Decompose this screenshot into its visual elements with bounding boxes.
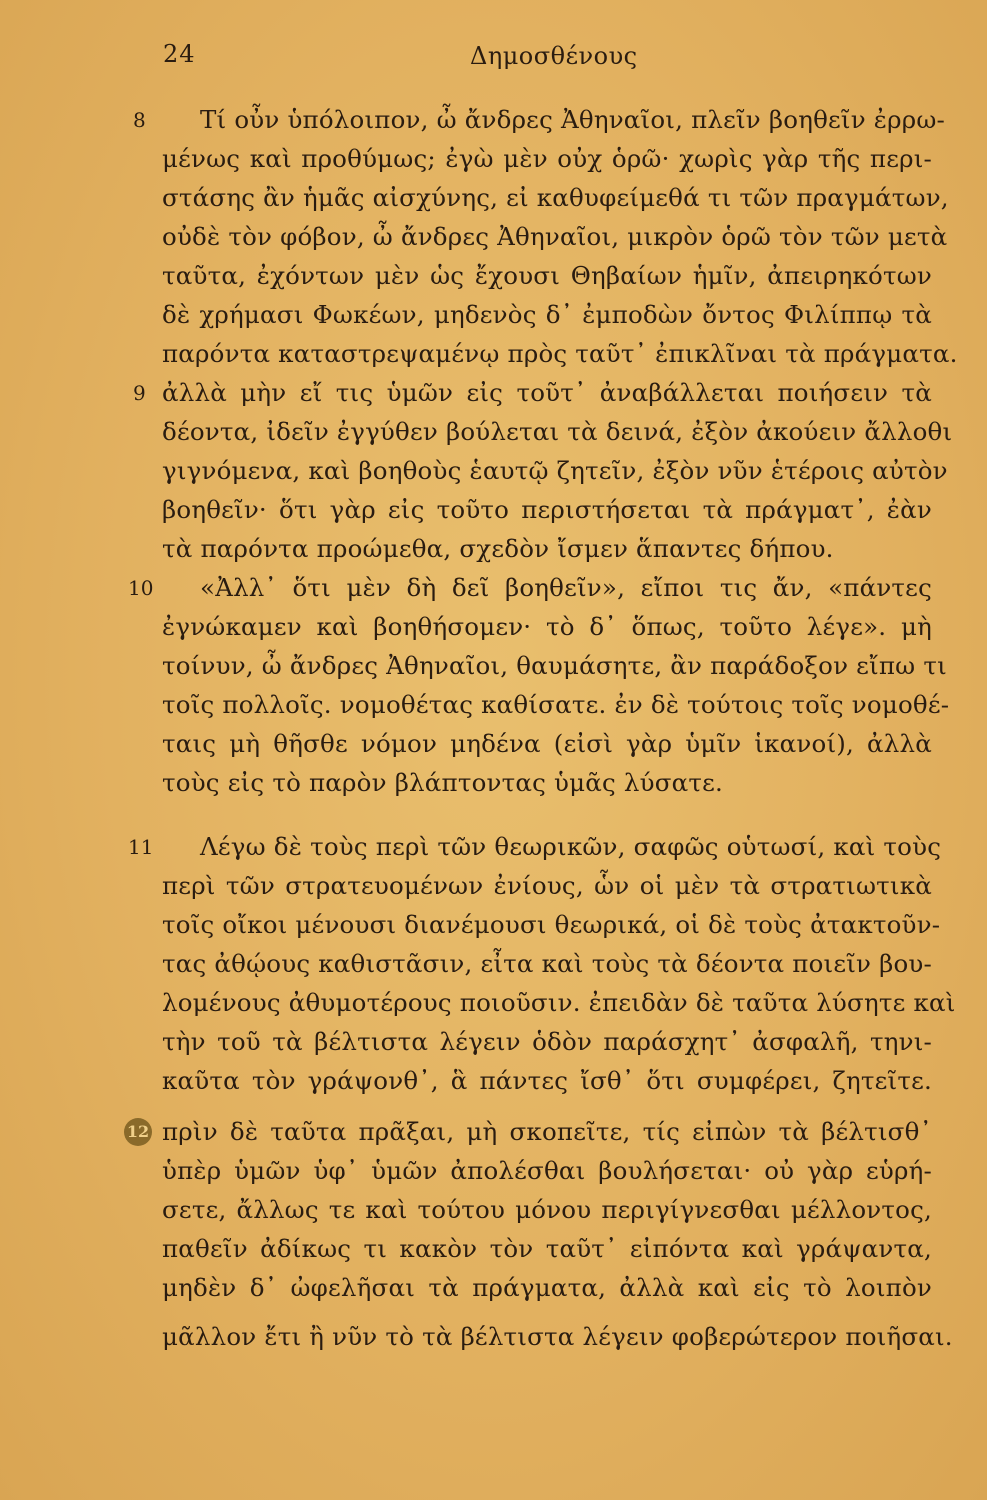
- text-line: γιγνόμενα, καὶ βοηθοὺς ἑαυτῷ ζητεῖν, ἐξὸν νῦν ἑτέροις αὐτὸν: [162, 456, 948, 485]
- text-line: τὴν τοῦ τὰ βέλτιστα λέγειν ὁδὸν παράσχητ᾽ ἀσφαλῆ, τηνι-: [162, 1027, 932, 1056]
- text-line: «Ἀλλ᾽ ὅτι μὲν δὴ δεῖ βοηθεῖν», εἴποι τις ἄν, «πάντες: [200, 573, 932, 602]
- text-line: ὑπὲρ ὑμῶν ὑφ᾽ ὑμῶν ἀπολέσθαι βουλήσεται· οὐ γὰρ εὑρή-: [162, 1156, 932, 1185]
- section-number: 9: [133, 381, 146, 405]
- text-line: περὶ τῶν στρατευομένων ἐνίους, ὧν οἱ μὲν τὰ στρατιωτικὰ: [162, 871, 932, 900]
- page-header: [0, 40, 987, 76]
- running-title: Δημοσθένους: [470, 42, 638, 70]
- text-line: δὲ χρήμασι Φωκέων, μηδενὸς δ᾽ ἐμποδὼν ὄντος Φιλίππῳ τὰ: [162, 300, 932, 329]
- text-line: τὰ παρόντα προώμεθα, σχεδὸν ἴσμεν ἅπαντες δήπου.: [162, 534, 834, 563]
- section-number: 11: [128, 835, 154, 859]
- text-line: λομένους ἀθυμοτέρους ποιοῦσιν. ἐπειδὰν δὲ ταῦτα λύσητε καὶ: [162, 988, 956, 1017]
- text-line: δέοντα, ἰδεῖν ἐγγύθεν βούλεται τὰ δεινά, ἐξὸν ἀκούειν ἄλλοθι: [162, 417, 953, 446]
- text-line: τοῖς οἴκοι μένουσι διανέμουσι θεωρικά, οἱ δὲ τοὺς ἀτακτοῦν-: [162, 910, 941, 939]
- text-line: παθεῖν ἀδίκως τι κακὸν τὸν ταῦτ᾽ εἰπόντα καὶ γράψαντα,: [162, 1234, 932, 1263]
- text-line: μηδὲν δ᾽ ὠφελῆσαι τὰ πράγματα, ἀλλὰ καὶ εἰς τὸ λοιπὸν: [162, 1273, 932, 1302]
- page-number: 24: [163, 40, 196, 68]
- text-line: μᾶλλον ἔτι ἢ νῦν τὸ τὰ βέλτιστα λέγειν φοβερώτερον ποιῆσαι.: [162, 1322, 953, 1351]
- text-line: Τί οὖν ὑπόλοιπον, ὦ ἄνδρες Ἀθηναῖοι, πλεῖν βοηθεῖν ἐρρω-: [200, 105, 946, 134]
- section-number: 10: [128, 576, 154, 600]
- text-line: Λέγω δὲ τοὺς περὶ τῶν θεωρικῶν, σαφῶς οὑτωσί, καὶ τοὺς: [200, 832, 942, 861]
- text-line: τοῖς πολλοῖς. νομοθέτας καθίσατε. ἐν δὲ τούτοις τοῖς νομοθέ-: [162, 690, 950, 719]
- section-number: 12: [124, 1118, 152, 1146]
- text-line: βοηθεῖν· ὅτι γὰρ εἰς τοῦτο περιστήσεται τὰ πράγματ᾽, ἐὰν: [162, 495, 932, 524]
- text-line: τας ἀθῴους καθιστᾶσιν, εἶτα καὶ τοὺς τὰ δέοντα ποιεῖν βου-: [162, 949, 932, 978]
- text-line: στάσης ἂν ἡμᾶς αἰσχύνης, εἰ καθυφείμεθά τι τῶν πραγμάτων,: [162, 183, 949, 212]
- text-line: τοίνυν, ὦ ἄνδρες Ἀθηναῖοι, θαυμάσητε, ἂν παράδοξον εἴπω τι: [162, 651, 947, 680]
- text-line: ταῦτα, ἐχόντων μὲν ὡς ἔχουσι Θηβαίων ἡμῖν, ἀπειρηκότων: [162, 261, 932, 290]
- text-line: ἐγνώκαμεν καὶ βοηθήσομεν· τὸ δ᾽ ὅπως, τοῦτο λέγε». μὴ: [162, 612, 932, 641]
- text-line: ἀλλὰ μὴν εἴ τις ὑμῶν εἰς τοῦτ᾽ ἀναβάλλεται ποιήσειν τὰ: [162, 378, 932, 407]
- text-line: παρόντα καταστρεψαμένῳ πρὸς ταῦτ᾽ ἐπικλῖναι τὰ πράγματα.: [162, 339, 958, 368]
- text-line: μένως καὶ προθύμως; ἐγὼ μὲν οὐχ ὁρῶ· χωρὶς γὰρ τῆς περι-: [162, 144, 932, 173]
- section-number: 8: [133, 108, 146, 132]
- text-line: οὐδὲ τὸν φόβον, ὦ ἄνδρες Ἀθηναῖοι, μικρὸν ὁρῶ τὸν τῶν μετὰ: [162, 222, 948, 251]
- text-line: ταις μὴ θῆσθε νόμον μηδένα (εἰσὶ γὰρ ὑμῖν ἱκανοί), ἀλλὰ: [162, 729, 932, 758]
- text-line: τοὺς εἰς τὸ παρὸν βλάπτοντας ὑμᾶς λύσατε.: [162, 768, 724, 797]
- text-line: πρὶν δὲ ταῦτα πρᾶξαι, μὴ σκοπεῖτε, τίς εἰπὼν τὰ βέλτισθ᾽: [162, 1117, 932, 1146]
- text-line: σετε, ἄλλως τε καὶ τούτου μόνου περιγίγνεσθαι μέλλοντος,: [162, 1195, 932, 1224]
- text-line: καῦτα τὸν γράψονθ᾽, ἃ πάντες ἴσθ᾽ ὅτι συμφέρει, ζητεῖτε.: [162, 1066, 932, 1095]
